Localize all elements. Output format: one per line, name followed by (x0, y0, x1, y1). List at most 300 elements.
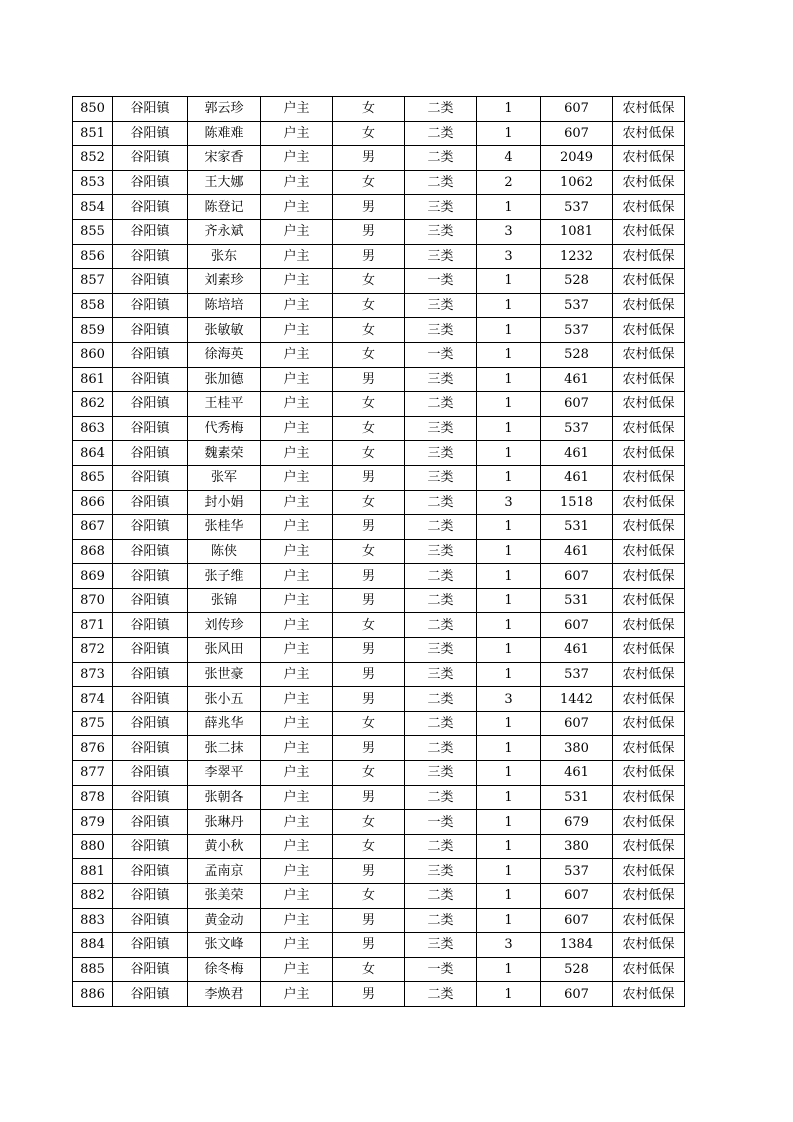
assistance-type-cell: 农村低保 (613, 588, 685, 613)
relation-cell: 户主 (261, 490, 333, 515)
assistance-type-cell: 农村低保 (613, 957, 685, 982)
household-size-cell: 1 (477, 515, 541, 540)
category-cell: 一类 (405, 269, 477, 294)
household-size-cell: 3 (477, 933, 541, 958)
name-cell: 陈培培 (188, 293, 261, 318)
amount-cell: 1384 (541, 933, 613, 958)
amount-cell: 380 (541, 736, 613, 761)
assistance-type-cell: 农村低保 (613, 539, 685, 564)
household-size-cell: 1 (477, 588, 541, 613)
serial-number-cell: 880 (73, 834, 113, 859)
gender-cell: 女 (333, 539, 405, 564)
serial-number-cell: 876 (73, 736, 113, 761)
town-cell: 谷阳镇 (113, 687, 188, 712)
amount-cell: 2049 (541, 146, 613, 171)
town-cell: 谷阳镇 (113, 269, 188, 294)
town-cell: 谷阳镇 (113, 441, 188, 466)
category-cell: 三类 (405, 441, 477, 466)
name-cell: 徐海英 (188, 342, 261, 367)
gender-cell: 女 (333, 957, 405, 982)
serial-number-cell: 879 (73, 810, 113, 835)
name-cell: 李翠平 (188, 761, 261, 786)
relation-cell: 户主 (261, 736, 333, 761)
amount-cell: 537 (541, 416, 613, 441)
town-cell: 谷阳镇 (113, 588, 188, 613)
assistance-type-cell: 农村低保 (613, 834, 685, 859)
assistance-type-cell: 农村低保 (613, 392, 685, 417)
category-cell: 三类 (405, 638, 477, 663)
town-cell: 谷阳镇 (113, 908, 188, 933)
table-row (73, 170, 685, 195)
town-cell: 谷阳镇 (113, 244, 188, 269)
town-cell: 谷阳镇 (113, 785, 188, 810)
table-row (73, 367, 685, 392)
serial-number-cell: 877 (73, 761, 113, 786)
name-cell: 刘素珍 (188, 269, 261, 294)
relation-cell: 户主 (261, 785, 333, 810)
relation-cell: 户主 (261, 613, 333, 638)
table-row (73, 318, 685, 343)
relation-cell: 户主 (261, 884, 333, 909)
serial-number-cell: 856 (73, 244, 113, 269)
serial-number-cell: 878 (73, 785, 113, 810)
relation-cell: 户主 (261, 810, 333, 835)
table-row (73, 785, 685, 810)
serial-number-cell: 869 (73, 564, 113, 589)
serial-number-cell: 874 (73, 687, 113, 712)
category-cell: 二类 (405, 121, 477, 146)
amount-cell: 1518 (541, 490, 613, 515)
assistance-type-cell: 农村低保 (613, 933, 685, 958)
gender-cell: 男 (333, 588, 405, 613)
gender-cell: 女 (333, 884, 405, 909)
gender-cell: 男 (333, 687, 405, 712)
household-size-cell: 1 (477, 342, 541, 367)
gender-cell: 男 (333, 933, 405, 958)
town-cell: 谷阳镇 (113, 170, 188, 195)
category-cell: 一类 (405, 810, 477, 835)
amount-cell: 607 (541, 97, 613, 122)
relation-cell: 户主 (261, 170, 333, 195)
relation-cell: 户主 (261, 539, 333, 564)
assistance-type-cell: 农村低保 (613, 195, 685, 220)
gender-cell: 男 (333, 638, 405, 663)
table-row (73, 392, 685, 417)
name-cell: 张小五 (188, 687, 261, 712)
relation-cell: 户主 (261, 293, 333, 318)
household-size-cell: 1 (477, 662, 541, 687)
relation-cell: 户主 (261, 342, 333, 367)
household-size-cell: 4 (477, 146, 541, 171)
household-size-cell: 1 (477, 367, 541, 392)
relation-cell: 户主 (261, 982, 333, 1007)
category-cell: 二类 (405, 834, 477, 859)
serial-number-cell: 853 (73, 170, 113, 195)
table-row (73, 613, 685, 638)
household-size-cell: 1 (477, 859, 541, 884)
assistance-type-cell: 农村低保 (613, 441, 685, 466)
name-cell: 魏素荣 (188, 441, 261, 466)
gender-cell: 男 (333, 736, 405, 761)
assistance-type-cell: 农村低保 (613, 564, 685, 589)
household-size-cell: 1 (477, 834, 541, 859)
gender-cell: 女 (333, 441, 405, 466)
serial-number-cell: 883 (73, 908, 113, 933)
name-cell: 黄小秋 (188, 834, 261, 859)
household-size-cell: 1 (477, 441, 541, 466)
household-size-cell: 1 (477, 97, 541, 122)
gender-cell: 女 (333, 761, 405, 786)
gender-cell: 女 (333, 490, 405, 515)
serial-number-cell: 851 (73, 121, 113, 146)
category-cell: 二类 (405, 515, 477, 540)
gender-cell: 女 (333, 293, 405, 318)
assistance-type-cell: 农村低保 (613, 342, 685, 367)
relation-cell: 户主 (261, 711, 333, 736)
serial-number-cell: 858 (73, 293, 113, 318)
household-size-cell: 1 (477, 392, 541, 417)
category-cell: 三类 (405, 219, 477, 244)
town-cell: 谷阳镇 (113, 761, 188, 786)
assistance-type-cell: 农村低保 (613, 884, 685, 909)
household-size-cell: 1 (477, 982, 541, 1007)
category-cell: 三类 (405, 367, 477, 392)
relation-cell: 户主 (261, 957, 333, 982)
town-cell: 谷阳镇 (113, 392, 188, 417)
name-cell: 陈登记 (188, 195, 261, 220)
name-cell: 封小娟 (188, 490, 261, 515)
table-row (73, 195, 685, 220)
category-cell: 二类 (405, 785, 477, 810)
relation-cell: 户主 (261, 244, 333, 269)
gender-cell: 男 (333, 908, 405, 933)
household-size-cell: 1 (477, 957, 541, 982)
relation-cell: 户主 (261, 318, 333, 343)
household-size-cell: 1 (477, 810, 541, 835)
gender-cell: 女 (333, 269, 405, 294)
town-cell: 谷阳镇 (113, 834, 188, 859)
household-size-cell: 1 (477, 293, 541, 318)
gender-cell: 男 (333, 465, 405, 490)
relation-cell: 户主 (261, 908, 333, 933)
assistance-type-cell: 农村低保 (613, 908, 685, 933)
name-cell: 张锦 (188, 588, 261, 613)
household-size-cell: 1 (477, 539, 541, 564)
assistance-type-cell: 农村低保 (613, 219, 685, 244)
relation-cell: 户主 (261, 219, 333, 244)
amount-cell: 461 (541, 465, 613, 490)
table-row (73, 539, 685, 564)
category-cell: 二类 (405, 170, 477, 195)
name-cell: 张朝各 (188, 785, 261, 810)
household-size-cell: 3 (477, 687, 541, 712)
assistance-type-cell: 农村低保 (613, 416, 685, 441)
name-cell: 郭云珍 (188, 97, 261, 122)
gender-cell: 女 (333, 392, 405, 417)
table-row (73, 441, 685, 466)
gender-cell: 男 (333, 146, 405, 171)
gender-cell: 女 (333, 613, 405, 638)
table-row (73, 834, 685, 859)
household-size-cell: 1 (477, 884, 541, 909)
assistance-type-cell: 农村低保 (613, 859, 685, 884)
town-cell: 谷阳镇 (113, 638, 188, 663)
amount-cell: 531 (541, 785, 613, 810)
table-row (73, 465, 685, 490)
relation-cell: 户主 (261, 687, 333, 712)
serial-number-cell: 863 (73, 416, 113, 441)
town-cell: 谷阳镇 (113, 97, 188, 122)
name-cell: 张美荣 (188, 884, 261, 909)
serial-number-cell: 862 (73, 392, 113, 417)
amount-cell: 537 (541, 318, 613, 343)
town-cell: 谷阳镇 (113, 195, 188, 220)
name-cell: 王大娜 (188, 170, 261, 195)
gender-cell: 男 (333, 219, 405, 244)
serial-number-cell: 886 (73, 982, 113, 1007)
category-cell: 三类 (405, 761, 477, 786)
category-cell: 三类 (405, 244, 477, 269)
serial-number-cell: 866 (73, 490, 113, 515)
serial-number-cell: 872 (73, 638, 113, 663)
name-cell: 代秀梅 (188, 416, 261, 441)
amount-cell: 607 (541, 982, 613, 1007)
relation-cell: 户主 (261, 146, 333, 171)
household-size-cell: 1 (477, 465, 541, 490)
table-row (73, 933, 685, 958)
town-cell: 谷阳镇 (113, 146, 188, 171)
town-cell: 谷阳镇 (113, 367, 188, 392)
town-cell: 谷阳镇 (113, 416, 188, 441)
name-cell: 黄金动 (188, 908, 261, 933)
table-row (73, 662, 685, 687)
amount-cell: 607 (541, 613, 613, 638)
gender-cell: 男 (333, 859, 405, 884)
table-row (73, 121, 685, 146)
household-size-cell: 3 (477, 219, 541, 244)
amount-cell: 537 (541, 195, 613, 220)
name-cell: 张敏敏 (188, 318, 261, 343)
household-size-cell: 1 (477, 908, 541, 933)
table-row (73, 97, 685, 122)
town-cell: 谷阳镇 (113, 859, 188, 884)
name-cell: 孟南京 (188, 859, 261, 884)
name-cell: 张东 (188, 244, 261, 269)
serial-number-cell: 875 (73, 711, 113, 736)
assistance-type-cell: 农村低保 (613, 711, 685, 736)
town-cell: 谷阳镇 (113, 711, 188, 736)
town-cell: 谷阳镇 (113, 539, 188, 564)
assistance-type-cell: 农村低保 (613, 318, 685, 343)
relation-cell: 户主 (261, 564, 333, 589)
town-cell: 谷阳镇 (113, 490, 188, 515)
name-cell: 齐永斌 (188, 219, 261, 244)
gender-cell: 男 (333, 785, 405, 810)
amount-cell: 1081 (541, 219, 613, 244)
gender-cell: 女 (333, 810, 405, 835)
relation-cell: 户主 (261, 859, 333, 884)
amount-cell: 531 (541, 588, 613, 613)
amount-cell: 607 (541, 711, 613, 736)
assistance-type-cell: 农村低保 (613, 367, 685, 392)
category-cell: 三类 (405, 662, 477, 687)
relation-cell: 户主 (261, 269, 333, 294)
name-cell: 张军 (188, 465, 261, 490)
serial-number-cell: 873 (73, 662, 113, 687)
amount-cell: 607 (541, 121, 613, 146)
town-cell: 谷阳镇 (113, 884, 188, 909)
town-cell: 谷阳镇 (113, 662, 188, 687)
assistance-type-cell: 农村低保 (613, 293, 685, 318)
table-row (73, 269, 685, 294)
town-cell: 谷阳镇 (113, 564, 188, 589)
serial-number-cell: 881 (73, 859, 113, 884)
relation-cell: 户主 (261, 367, 333, 392)
gender-cell: 女 (333, 318, 405, 343)
serial-number-cell: 865 (73, 465, 113, 490)
category-cell: 二类 (405, 588, 477, 613)
table-row (73, 736, 685, 761)
table-row (73, 244, 685, 269)
assistance-type-cell: 农村低保 (613, 515, 685, 540)
amount-cell: 461 (541, 441, 613, 466)
table-row (73, 490, 685, 515)
name-cell: 李焕君 (188, 982, 261, 1007)
amount-cell: 607 (541, 884, 613, 909)
amount-cell: 461 (541, 367, 613, 392)
assistance-type-cell: 农村低保 (613, 736, 685, 761)
gender-cell: 男 (333, 515, 405, 540)
assistance-type-cell: 农村低保 (613, 146, 685, 171)
category-cell: 二类 (405, 97, 477, 122)
assistance-type-cell: 农村低保 (613, 490, 685, 515)
town-cell: 谷阳镇 (113, 515, 188, 540)
relation-cell: 户主 (261, 121, 333, 146)
serial-number-cell: 867 (73, 515, 113, 540)
assistance-type-cell: 农村低保 (613, 638, 685, 663)
assistance-type-cell: 农村低保 (613, 982, 685, 1007)
serial-number-cell: 859 (73, 318, 113, 343)
assistance-type-cell: 农村低保 (613, 269, 685, 294)
category-cell: 二类 (405, 736, 477, 761)
table-row (73, 342, 685, 367)
serial-number-cell: 857 (73, 269, 113, 294)
category-cell: 二类 (405, 146, 477, 171)
serial-number-cell: 868 (73, 539, 113, 564)
assistance-type-cell: 农村低保 (613, 170, 685, 195)
assistance-type-cell: 农村低保 (613, 465, 685, 490)
name-cell: 张文峰 (188, 933, 261, 958)
category-cell: 三类 (405, 416, 477, 441)
relation-cell: 户主 (261, 933, 333, 958)
amount-cell: 607 (541, 392, 613, 417)
household-size-cell: 1 (477, 638, 541, 663)
table-row (73, 859, 685, 884)
household-size-cell: 1 (477, 318, 541, 343)
town-cell: 谷阳镇 (113, 957, 188, 982)
household-size-cell: 1 (477, 416, 541, 441)
household-size-cell: 2 (477, 170, 541, 195)
amount-cell: 607 (541, 564, 613, 589)
household-size-cell: 3 (477, 490, 541, 515)
household-size-cell: 1 (477, 613, 541, 638)
table-row (73, 588, 685, 613)
relation-cell: 户主 (261, 638, 333, 663)
name-cell: 张风田 (188, 638, 261, 663)
town-cell: 谷阳镇 (113, 465, 188, 490)
table-body (73, 97, 685, 1007)
amount-cell: 679 (541, 810, 613, 835)
serial-number-cell: 854 (73, 195, 113, 220)
table-row (73, 564, 685, 589)
assistance-type-cell: 农村低保 (613, 662, 685, 687)
gender-cell: 男 (333, 367, 405, 392)
serial-number-cell: 855 (73, 219, 113, 244)
town-cell: 谷阳镇 (113, 982, 188, 1007)
table-row (73, 884, 685, 909)
gender-cell: 女 (333, 170, 405, 195)
name-cell: 刘传珍 (188, 613, 261, 638)
town-cell: 谷阳镇 (113, 342, 188, 367)
relation-cell: 户主 (261, 761, 333, 786)
amount-cell: 461 (541, 638, 613, 663)
table-row (73, 638, 685, 663)
amount-cell: 607 (541, 908, 613, 933)
gender-cell: 女 (333, 121, 405, 146)
amount-cell: 380 (541, 834, 613, 859)
name-cell: 王桂平 (188, 392, 261, 417)
name-cell: 徐冬梅 (188, 957, 261, 982)
gender-cell: 女 (333, 416, 405, 441)
gender-cell: 女 (333, 834, 405, 859)
category-cell: 三类 (405, 539, 477, 564)
serial-number-cell: 885 (73, 957, 113, 982)
gender-cell: 女 (333, 711, 405, 736)
town-cell: 谷阳镇 (113, 318, 188, 343)
assistance-type-cell: 农村低保 (613, 687, 685, 712)
household-size-cell: 1 (477, 761, 541, 786)
table-row (73, 416, 685, 441)
table-row (73, 146, 685, 171)
amount-cell: 461 (541, 539, 613, 564)
name-cell: 薛兆华 (188, 711, 261, 736)
town-cell: 谷阳镇 (113, 121, 188, 146)
name-cell: 陈侠 (188, 539, 261, 564)
serial-number-cell: 884 (73, 933, 113, 958)
relation-cell: 户主 (261, 662, 333, 687)
serial-number-cell: 870 (73, 588, 113, 613)
household-size-cell: 1 (477, 269, 541, 294)
town-cell: 谷阳镇 (113, 219, 188, 244)
relation-cell: 户主 (261, 441, 333, 466)
amount-cell: 1232 (541, 244, 613, 269)
serial-number-cell: 850 (73, 97, 113, 122)
category-cell: 二类 (405, 613, 477, 638)
amount-cell: 1062 (541, 170, 613, 195)
gender-cell: 男 (333, 195, 405, 220)
table-row (73, 515, 685, 540)
assistance-type-cell: 农村低保 (613, 761, 685, 786)
gender-cell: 男 (333, 244, 405, 269)
amount-cell: 537 (541, 293, 613, 318)
category-cell: 一类 (405, 957, 477, 982)
amount-cell: 531 (541, 515, 613, 540)
category-cell: 二类 (405, 908, 477, 933)
relation-cell: 户主 (261, 515, 333, 540)
household-size-cell: 1 (477, 564, 541, 589)
amount-cell: 537 (541, 859, 613, 884)
town-cell: 谷阳镇 (113, 613, 188, 638)
